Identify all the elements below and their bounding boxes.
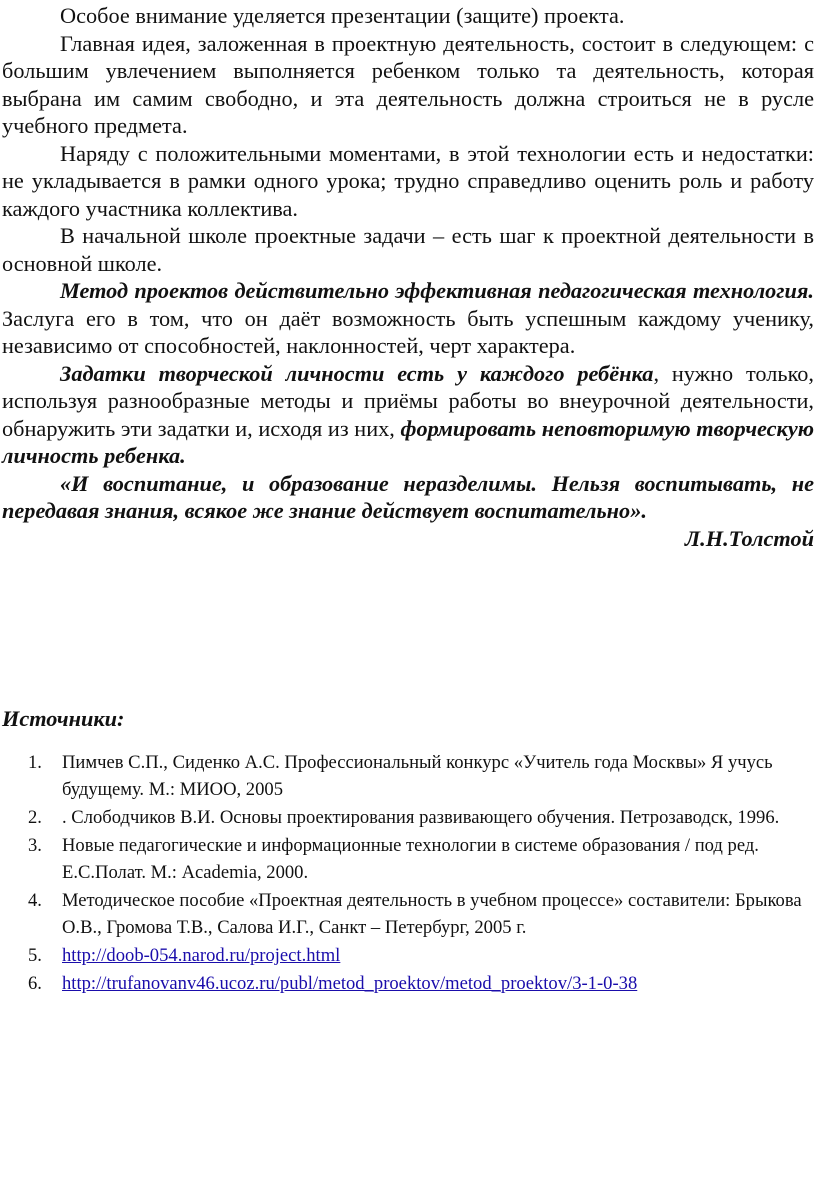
source-text: Методическое пособие «Проектная деятельность в учебном процессе» составители: Брыкова О.В., Громова Т.В., Салова И.Г., Санкт – Петербург, 2005 г. — [62, 890, 802, 938]
source-link-trufanova[interactable]: http://trufanovanv46.ucoz.ru/publ/metod_proektov/metod_proektov/3-1-0-38 — [62, 973, 638, 994]
source-item — [28, 887, 812, 941]
source-number: 2. — [28, 807, 42, 828]
source-item — [28, 749, 812, 803]
paragraph-project-method-rest: Заслуга его в том, что он даёт возможность быть успешным каждому ученику, независимо от способностей, наклонностей, черт характера. — [2, 305, 814, 358]
source-link-doob[interactable]: http://doob-054.narod.ru/project.html — [62, 945, 341, 966]
paragraph-creative-middle: , нужно только, используя разнообразные методы и приёмы работы во внеурочной деятельности, обнаружить эти задатки и, исходя из них, — [2, 360, 814, 441]
source-number: 4. — [28, 890, 42, 911]
source-text: Новые педагогические и информационные технологии в системе образования / под ред. Е.С.Полат. М.: Academia, 2000. — [62, 835, 759, 883]
source-text: . Слободчиков В.И. Основы проектирования развивающего обучения. Петрозаводск, 1996. — [62, 807, 780, 828]
paragraph-drawbacks: Наряду с положительными моментами, в этой технологии есть и недостатки: не укладывается в рамки одного урока; трудно справедливо оценить роль и работу каждого участника коллектива. — [2, 140, 814, 221]
emphasis-form-personality: формировать неповторимую творческую личность ребенка. — [2, 415, 814, 468]
source-item — [28, 970, 812, 997]
paragraph-primary-school: В начальной школе проектные задачи – есть шаг к проектной деятельности в основной школе. — [2, 223, 814, 276]
sources-list — [28, 749, 812, 998]
emphasis-creative-inclinations: Задатки творческой личности есть у каждого ребёнка — [60, 360, 654, 386]
source-number: 3. — [28, 835, 42, 856]
tolstoy-quote: «И воспитание, и образование неразделимы. Нельзя воспитывать, не передавая знания, всякое же знание действует воспитательно». — [2, 470, 814, 523]
source-number: 5. — [28, 945, 42, 966]
quote-author: Л.Н.Толстой — [684, 525, 814, 551]
emphasis-project-method: Метод проектов действительно эффективная педагогическая технология. — [60, 278, 814, 303]
paragraph-project-method — [2, 277, 814, 360]
source-text: Пимчев С.П., Сиденко А.С. Профессиональный конкурс «Учитель года Москвы» Я учусь будущему. М.: МИОО, 2005 — [62, 752, 773, 800]
source-number: 1. — [28, 752, 42, 773]
paragraph-main-idea: Главная идея, заложенная в проектную деятельность, состоит в следующем: с большим увлечением выполняется ребенком только та деятельность, которая выбрана им самим свободно, и эта деятельность должна строиться не в русле учебного предмета. — [2, 30, 814, 138]
sources-heading: Источники: — [2, 706, 125, 731]
paragraph-presentation: Особое внимание уделяется презентации (защите) проекта. — [60, 3, 625, 28]
source-item — [28, 942, 812, 969]
document-body — [2, 2, 814, 552]
source-number: 6. — [28, 973, 42, 994]
source-item — [28, 804, 812, 831]
source-item — [28, 832, 812, 886]
paragraph-creative-personality — [2, 360, 814, 470]
